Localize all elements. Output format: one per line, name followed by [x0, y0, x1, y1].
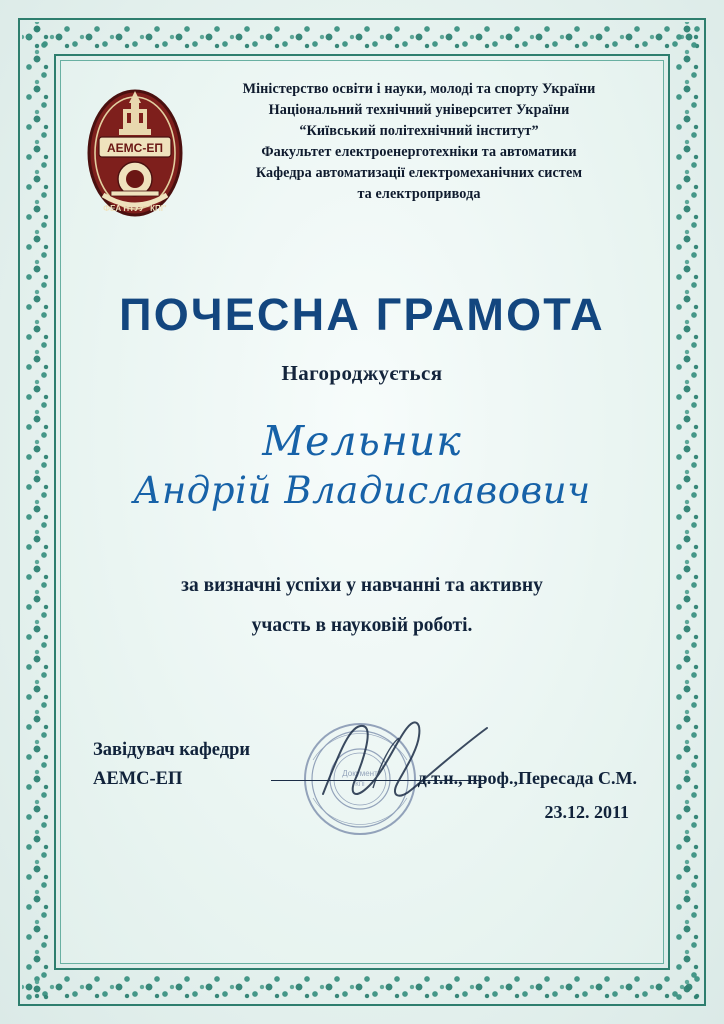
ornament-band-bottom	[22, 972, 702, 1002]
header	[61, 79, 663, 228]
header-institution-text	[189, 79, 663, 205]
kpi-faculty-emblem-icon	[81, 83, 189, 228]
header-line-1: Міністерство освіти і науки, молоді та спорту України	[242, 81, 596, 97]
recipient-name	[61, 416, 663, 515]
certificate-content-area	[61, 61, 663, 963]
signature-block	[93, 736, 637, 876]
issue-date: 23.12. 2011	[544, 802, 629, 822]
certificate-title: ПОЧЕСНА ГРАМОТА	[119, 289, 605, 340]
header-line-6: та електропривода	[357, 186, 481, 203]
award-reason-line-2: участь в науковій роботі.	[251, 614, 473, 636]
signer-role-line-2: АЕМС-ЕП	[93, 768, 183, 789]
header-line-3: “Київський політехнічний інститут”	[299, 123, 539, 140]
svg-text:ФЕА НТУУ "КПІ": ФЕА НТУУ "КПІ"	[103, 204, 167, 213]
ornament-band-right	[672, 22, 702, 1002]
ornament-band-left	[22, 22, 52, 1002]
header-line-4: Факультет електроенерготехніки та автоматики	[261, 144, 577, 161]
signer-name: д.т.н., проф.,Пересада С.М.	[417, 768, 637, 788]
award-subtitle: Нагороджується	[281, 361, 443, 385]
header-line-2: Національний технічний університет України	[268, 102, 570, 119]
recipient-given-name: Андрій Владиславович	[133, 469, 591, 513]
signer-role-line-1: Завідувач кафедри	[93, 740, 251, 760]
ornament-band-top	[22, 22, 702, 52]
svg-text:Документ: Документ	[342, 769, 378, 778]
svg-text:АЕМС-ЕП: АЕМС-ЕП	[107, 141, 163, 155]
award-reason	[61, 566, 663, 646]
handwritten-signature	[311, 714, 501, 810]
svg-text:КПІ: КПІ	[355, 782, 365, 788]
recipient-surname: Мельник	[262, 417, 462, 465]
award-reason-line-1: за визначні успіхи у навчанні та активну	[181, 575, 543, 596]
header-line-5: Кафедра автоматизації електромеханічних систем	[255, 165, 583, 182]
signer-role	[93, 736, 250, 793]
